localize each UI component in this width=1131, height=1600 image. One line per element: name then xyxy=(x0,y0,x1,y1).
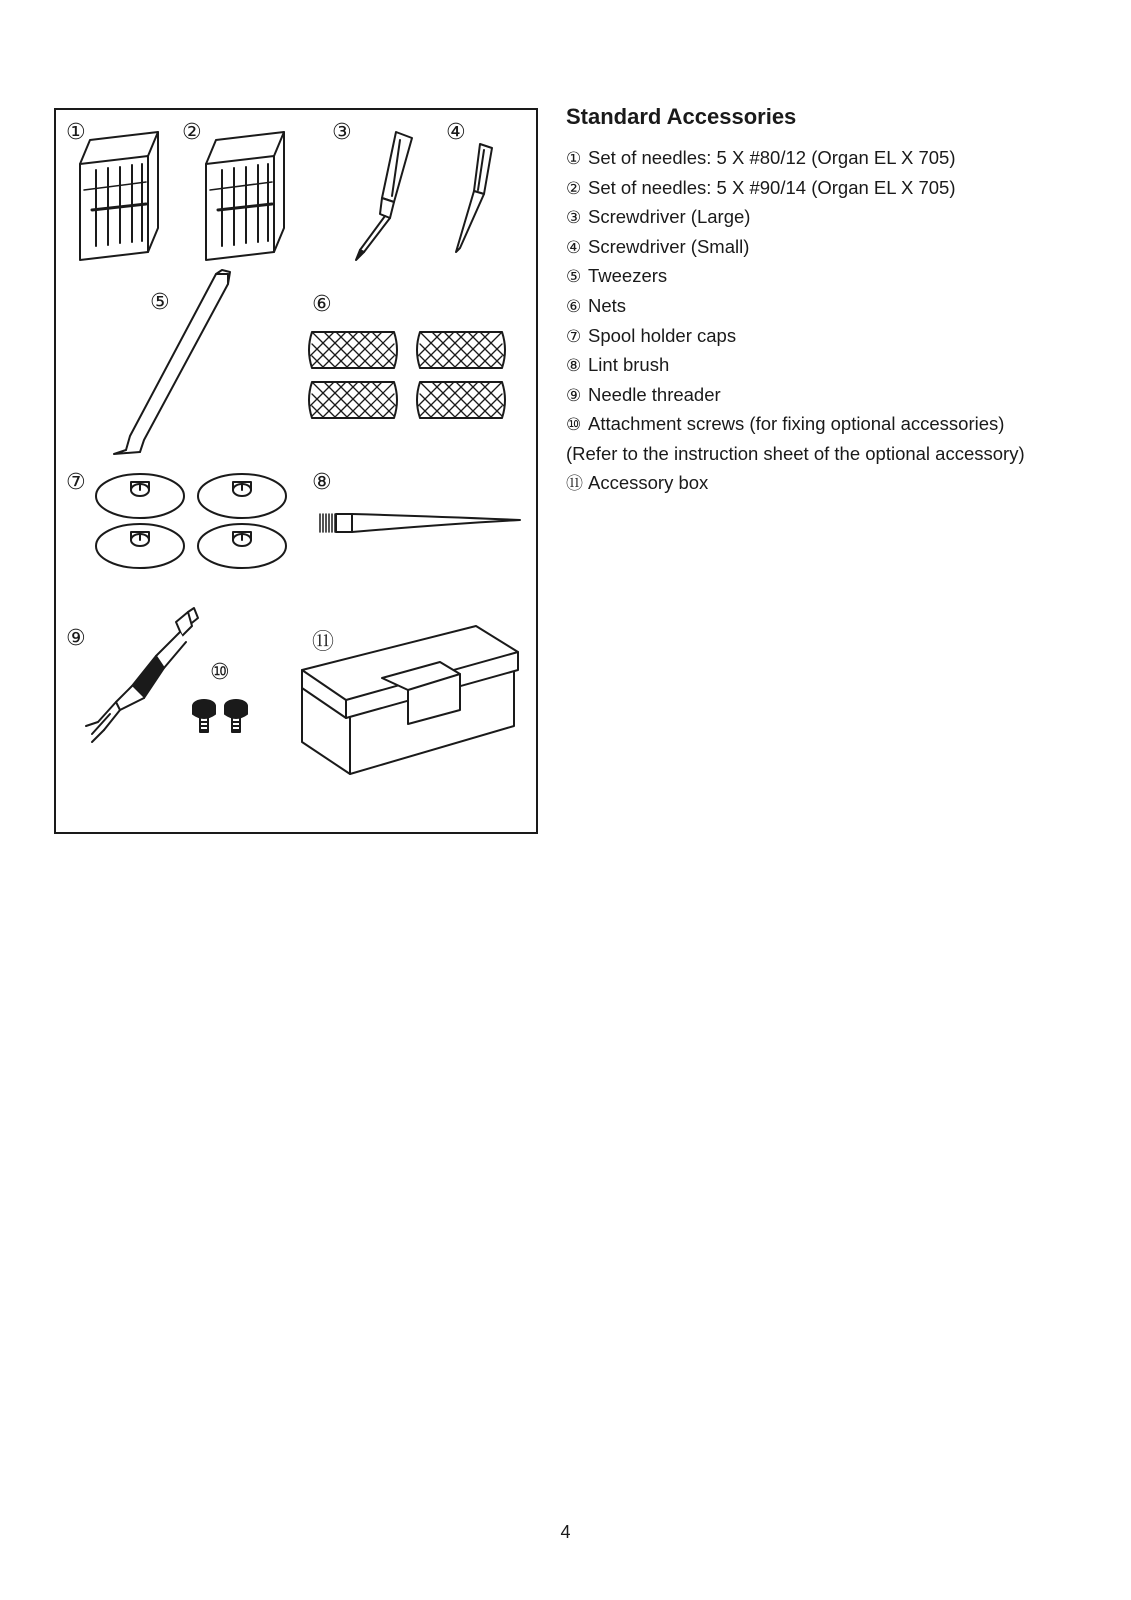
spool-caps-icon xyxy=(96,474,286,568)
list-item xyxy=(566,410,1025,440)
item-text: Tweezers xyxy=(588,265,668,287)
item-text: Lint brush xyxy=(588,354,670,376)
accessory-box-icon xyxy=(302,626,518,774)
callout-8: ⑧ xyxy=(312,470,332,495)
item-text: Spool holder caps xyxy=(588,324,737,346)
needle-pack-icon xyxy=(80,132,158,260)
callout-6: ⑥ xyxy=(312,292,332,317)
item-number: ① xyxy=(566,149,582,169)
list-item xyxy=(566,381,1025,411)
item-text: (Refer to the instruction sheet of the optional accessory) xyxy=(566,442,1025,464)
tweezers-icon xyxy=(114,270,230,454)
item-number: ⑪ xyxy=(566,473,583,494)
accessories-list xyxy=(566,144,1025,498)
item-number: ② xyxy=(566,178,582,199)
item-text: Accessory box xyxy=(588,471,709,493)
item-number: ⑥ xyxy=(566,296,582,317)
item-number: ③ xyxy=(566,208,582,229)
needle-threader-icon xyxy=(86,608,198,742)
item-number: ⑩ xyxy=(566,415,582,436)
item-text: Screwdriver (Small) xyxy=(588,235,750,257)
item-text: Set of needles: 5 X #90/14 (Organ EL X 705) xyxy=(588,176,956,198)
list-item xyxy=(566,469,1025,499)
callout-2: ② xyxy=(182,120,202,145)
item-text: Screwdriver (Large) xyxy=(588,206,751,228)
list-item xyxy=(566,351,1025,381)
list-item xyxy=(566,322,1025,352)
list-item xyxy=(566,203,1025,233)
nets-icon xyxy=(309,332,505,418)
screwdriver-small-icon xyxy=(456,144,492,252)
item-text: Attachment screws (for fixing optional accessories) xyxy=(588,413,1005,435)
item-text: Set of needles: 5 X #80/12 (Organ EL X 705) xyxy=(588,147,956,168)
item-number: ④ xyxy=(566,237,582,258)
section-heading: Standard Accessories xyxy=(566,104,797,129)
list-item xyxy=(566,292,1025,322)
callout-7: ⑦ xyxy=(66,470,86,495)
list-item xyxy=(566,233,1025,263)
item-number: ⑨ xyxy=(566,385,582,406)
list-item xyxy=(566,174,1025,204)
page-number: 4 xyxy=(560,1522,571,1542)
callout-11: ⑪ xyxy=(312,630,335,655)
screwdriver-large-icon xyxy=(356,132,412,260)
callout-10: ⑩ xyxy=(210,660,230,685)
item-text: Needle threader xyxy=(588,383,721,405)
item-number: ⑧ xyxy=(566,356,582,377)
lint-brush-icon xyxy=(320,514,520,532)
list-item xyxy=(566,262,1025,292)
item-number: ⑤ xyxy=(566,267,582,288)
item-number: ⑦ xyxy=(566,326,582,347)
accessories-drawing xyxy=(56,110,536,832)
list-item-note xyxy=(566,440,1025,469)
callout-4: ④ xyxy=(446,120,466,145)
item-text: Nets xyxy=(588,294,627,316)
accessories-illustration xyxy=(54,108,538,834)
callout-9: ⑨ xyxy=(66,626,86,651)
attachment-screws-icon xyxy=(193,700,247,732)
callout-3: ③ xyxy=(332,120,352,145)
callout-5: ⑤ xyxy=(150,290,170,315)
callout-1: ① xyxy=(66,120,86,145)
needle-pack-icon xyxy=(206,132,284,260)
list-item xyxy=(566,144,1025,174)
